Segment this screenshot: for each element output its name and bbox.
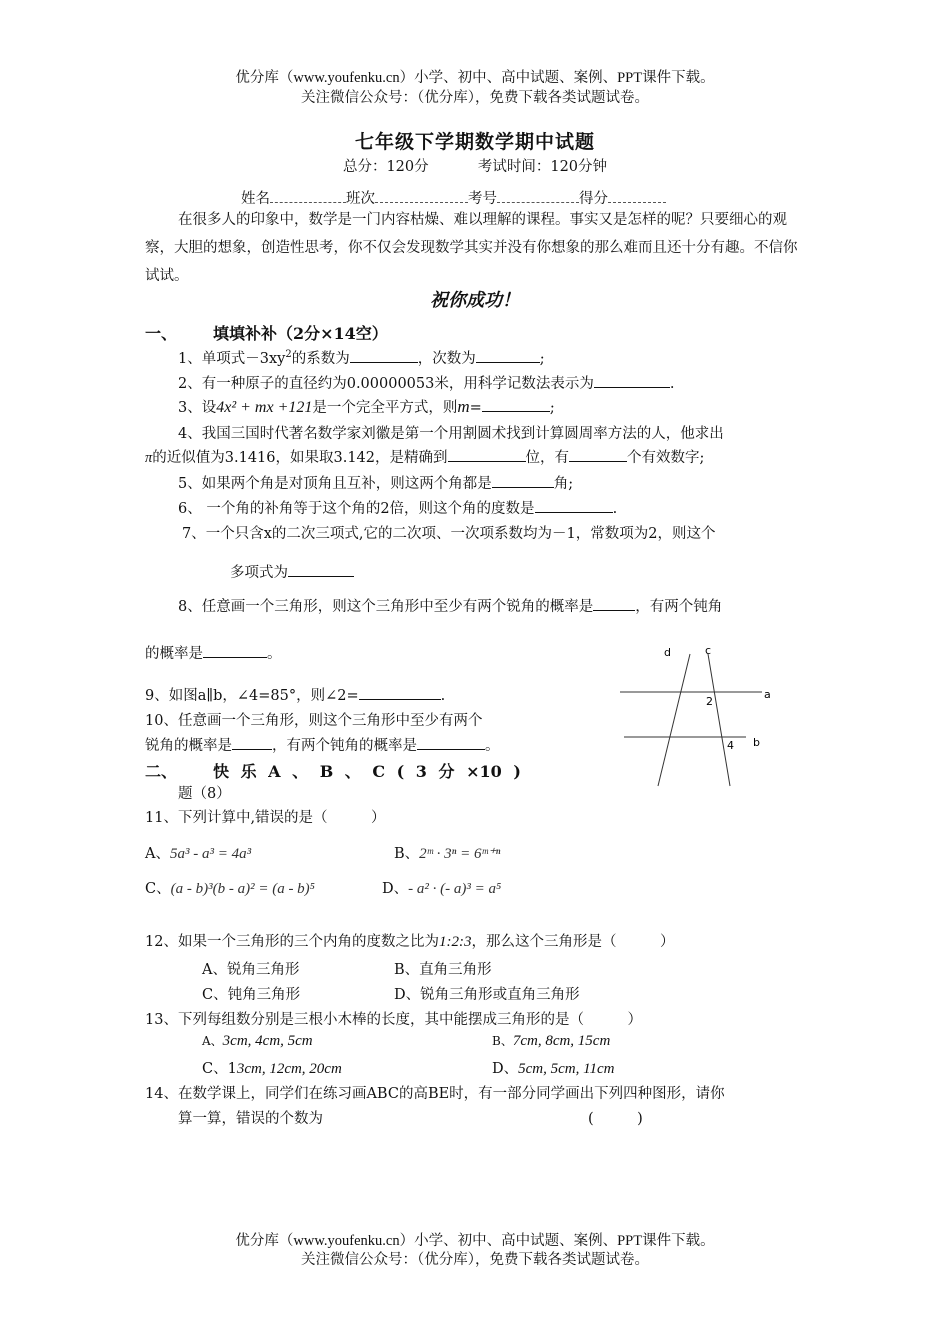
section2-number: 二、: [145, 762, 178, 781]
question-3: [178, 396, 555, 417]
name-blank[interactable]: [270, 188, 346, 203]
question-11: 11、下列计算中,错误的是（ ）: [145, 810, 386, 826]
blessing: 祝你成功！: [430, 290, 520, 311]
q8-end: 。: [267, 646, 282, 662]
q14-answer-paren[interactable]: ( ): [588, 1111, 643, 1127]
q11-d-label: D、: [382, 881, 409, 897]
q4-text-a: 的近似值为3.1416，如果取3.142，是精确到: [152, 450, 448, 466]
q5-blank[interactable]: [492, 473, 554, 488]
section1-title: 填填补补（2分×14空）: [213, 324, 388, 343]
q10-text-b: ，有两个钝角的概率是: [272, 738, 417, 754]
q7-text: 多项式为: [230, 565, 288, 581]
q3-variable: m: [457, 397, 470, 416]
q10-text-a: 锐角的概率是: [145, 738, 232, 754]
q2-text: 2、有一种原子的直径约为0.00000053米，用科学记数法表示为: [178, 376, 594, 392]
q4-pi: π: [145, 450, 153, 466]
q13-b-label: B、: [492, 1034, 513, 1048]
line-d: [658, 654, 690, 786]
exam-info: [0, 155, 950, 176]
field-name-label: 姓名: [241, 191, 270, 207]
q10-end: 。: [485, 738, 500, 754]
question-12: [145, 930, 674, 951]
q3-expression: 4x² + mx +121: [216, 399, 313, 416]
q4-text-b: 位，有: [525, 450, 570, 466]
q12-text-b: ，那么这个三角形是（ ）: [471, 934, 675, 950]
angle-4-label: 4: [727, 739, 734, 752]
q12-option-c[interactable]: C、钝角三角形: [202, 987, 301, 1003]
q13-b-values: 7cm, 8cm, 15cm: [512, 1033, 611, 1049]
q3-end: ;: [549, 400, 555, 416]
footer-line-1: 优分库（www.youfenku.cn）小学、初中、高中试题、案例、PPT课件下载。: [235, 1233, 715, 1249]
q8-blank-2[interactable]: [203, 643, 267, 658]
q2-end: .: [669, 376, 675, 392]
q13-option-a[interactable]: [202, 1032, 313, 1050]
q3-equals: =: [469, 400, 482, 416]
q11-d-expression: - a² · (- a)³ = a⁵: [408, 881, 502, 897]
q4-blank-2[interactable]: [569, 447, 627, 462]
id-blank[interactable]: [497, 188, 579, 203]
q13-d-values: 5cm, 5cm, 11cm: [518, 1061, 615, 1077]
q9-text: 9、如图a∥b，∠4=85°，则∠2=: [145, 688, 359, 704]
q3-text-b: 是一个完全平方式，则: [312, 400, 458, 416]
line-c: [708, 654, 730, 786]
q11-a-label: A、: [145, 846, 170, 862]
angle-2-label: 2: [706, 695, 713, 708]
label-a: a: [764, 688, 771, 701]
q13-option-b[interactable]: [492, 1032, 610, 1050]
intro-paragraph: 在很多人的印象中，数学是一门内容枯燥、难以理解的课程。事实又是怎样的呢？只要细心的观察，大胆的想象，创造性思考，你不仅会发现数学其实并没有你想象的那么难而且还十分有趣。不信你试试。: [145, 212, 798, 284]
q9-blank[interactable]: [359, 685, 441, 700]
section2-subtitle: 题（8）: [178, 786, 231, 802]
question-5: [178, 472, 573, 493]
score-blank[interactable]: [608, 188, 666, 203]
q8-text-c: 的概率是: [145, 646, 203, 662]
question-4-line-1: 4、我国三国时代著名数学家刘徽是第一个用割圆术找到计算圆周率方法的人，他求出: [178, 426, 724, 442]
q10-blank-1[interactable]: [232, 735, 272, 750]
question-10-line-1: 10、任意画一个三角形，则这个三角形中至少有两个: [145, 713, 483, 729]
q12-option-b[interactable]: B、直角三角形: [394, 962, 492, 978]
q11-b-label: B、: [394, 846, 420, 862]
q13-d-label: D、: [492, 1061, 519, 1077]
class-blank[interactable]: [375, 188, 468, 203]
question-1: [178, 347, 545, 368]
q7-blank[interactable]: [288, 562, 354, 577]
question-9: [145, 684, 445, 705]
q12-ratio: 1:2:3: [438, 934, 472, 950]
q13-a-values: 3cm, 4cm, 5cm: [222, 1033, 313, 1049]
q5-text-b: 角;: [553, 476, 574, 492]
question-8-line-1: [178, 595, 722, 616]
label-d: d: [664, 646, 671, 659]
q9-end: .: [440, 688, 446, 704]
q11-option-b[interactable]: [394, 842, 500, 863]
q1-exponent: 2: [285, 349, 292, 361]
q13-a-label: A、: [202, 1034, 223, 1048]
q5-text-a: 5、如果两个角是对顶角且互补，则这两个角都是: [178, 476, 492, 492]
q12-option-d[interactable]: D、锐角三角形或直角三角形: [394, 987, 580, 1003]
q1-blank-1[interactable]: [350, 348, 418, 363]
total-score: 总分：120分: [342, 159, 429, 175]
question-4-line-2: [145, 446, 704, 467]
q13-option-c[interactable]: [202, 1057, 342, 1078]
q10-blank-2[interactable]: [417, 735, 485, 750]
q6-text: 6、 一个角的补角等于这个角的2倍，则这个角的度数是: [178, 501, 535, 517]
q13-c-label: C、1: [202, 1061, 237, 1077]
label-c: c: [705, 644, 712, 657]
label-b: b: [753, 736, 760, 749]
q3-text-a: 3、设: [178, 400, 217, 416]
q11-b-expression: 2ᵐ · 3ⁿ = 6ᵐ⁺ⁿ: [419, 846, 501, 862]
q12-text-a: 12、如果一个三角形的三个内角的度数之比为: [145, 934, 439, 950]
field-id-label: 考号: [468, 191, 497, 207]
question-8-line-2: [145, 642, 282, 663]
q1-end: ;: [539, 351, 545, 367]
q11-option-d[interactable]: [382, 877, 501, 898]
field-score-label: 得分: [579, 191, 608, 207]
field-class-label: 班次: [346, 191, 375, 207]
question-7-line-2: [230, 561, 354, 582]
q11-a-expression: 5a³ - a³ = 4a³: [169, 846, 252, 862]
section2-title: 快 乐 A 、 B 、 C ( 3 分 ×10 ): [213, 762, 521, 781]
q11-option-a[interactable]: [145, 842, 251, 863]
section1-number: 一、: [145, 324, 178, 343]
q1-text-a: 1、单项式－3xy: [178, 351, 286, 367]
q11-c-expression: (a - b)³(b - a)² = (a - b)⁵: [170, 881, 315, 897]
exam-title: 七年级下学期数学期中试题: [354, 131, 595, 153]
q4-blank-1[interactable]: [448, 447, 526, 462]
q4-text-c: 个有效数字;: [627, 450, 705, 466]
q11-c-label: C、: [145, 881, 171, 897]
question-2: [178, 372, 674, 393]
q1-text-c: ，次数为: [417, 351, 476, 367]
question-14-line-1: 14、在数学课上，同学们在练习画ABC的高BE时，有一部分同学画出下列四种图形，请你: [145, 1086, 725, 1102]
footer-line-2: 关注微信公众号：（优分库），免费下载各类试题试卷。: [301, 1252, 649, 1268]
q8-text-a: 8、任意画一个三角形，则这个三角形中至少有两个锐角的概率是: [178, 599, 594, 615]
q2-blank[interactable]: [594, 373, 670, 388]
q6-end: .: [612, 501, 618, 517]
student-fields: [241, 187, 666, 208]
q12-option-a[interactable]: A、锐角三角形: [202, 962, 300, 978]
q13-c-values: 3cm, 12cm, 20cm: [236, 1061, 342, 1077]
q11-option-c[interactable]: [145, 877, 315, 898]
q3-blank[interactable]: [482, 397, 550, 412]
q1-blank-2[interactable]: [476, 348, 540, 363]
question-10-line-2: [145, 734, 500, 755]
exam-time: 考试时间：120分钟: [477, 159, 608, 175]
header-line-1: 优分库（www.youfenku.cn）小学、初中、高中试题、案例、PPT课件下载。: [235, 70, 715, 86]
q8-text-b: ，有两个钝角: [635, 599, 723, 615]
question-6: [178, 497, 617, 518]
question-14-line-2: 算一算，错误的个数为: [178, 1111, 323, 1127]
q1-text-b: 的系数为: [291, 351, 350, 367]
question-7-line-1: 7、一个只含x的二次三项式,它的二次项、一次项系数均为－1，常数项为2，则这个: [182, 526, 716, 542]
question-13: 13、下列每组数分别是三根小木棒的长度，其中能摆成三角形的是（ ）: [145, 1012, 642, 1028]
parallel-lines-figure: [610, 640, 790, 790]
q13-option-d[interactable]: [492, 1057, 615, 1078]
q8-blank-1[interactable]: [593, 596, 635, 611]
q6-blank[interactable]: [535, 498, 613, 513]
header-line-2: 关注微信公众号：（优分库），免费下载各类试题试卷。: [301, 90, 649, 106]
